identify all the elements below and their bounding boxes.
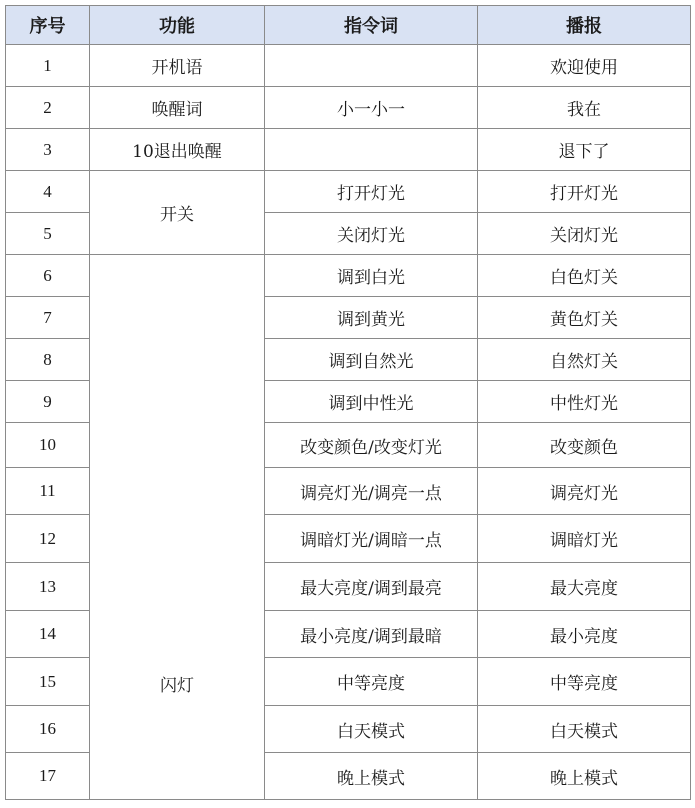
row-command [265, 45, 478, 87]
row-command: 调暗灯光/调暗一点 [265, 515, 478, 563]
row-command: 晚上模式 [265, 753, 478, 800]
row-command: 调到黄光 [265, 297, 478, 339]
row-response: 白色灯关 [478, 255, 691, 297]
row-response: 欢迎使用 [478, 45, 691, 87]
row-response: 我在 [478, 87, 691, 129]
row-response: 自然灯关 [478, 339, 691, 381]
voice-command-table [5, 5, 691, 800]
row-response: 中等亮度 [478, 658, 691, 706]
row-number: 12 [6, 515, 90, 563]
row-command: 调到白光 [265, 255, 478, 297]
table-row [6, 171, 691, 213]
header-row [6, 6, 691, 45]
row-command: 调到中性光 [265, 381, 478, 423]
row-function: 10退出唤醒 [90, 129, 265, 171]
header-command: 指令词 [265, 6, 478, 45]
table-row [6, 45, 691, 87]
row-number: 10 [6, 423, 90, 468]
row-command [265, 129, 478, 171]
row-command: 小一小一 [265, 87, 478, 129]
row-number: 15 [6, 658, 90, 706]
row-number: 11 [6, 468, 90, 515]
row-number: 16 [6, 706, 90, 753]
row-command: 调到自然光 [265, 339, 478, 381]
row-number: 7 [6, 297, 90, 339]
table-row [6, 87, 691, 129]
row-function: 唤醒词 [90, 87, 265, 129]
header-response: 播报 [478, 6, 691, 45]
row-response: 调暗灯光 [478, 515, 691, 563]
row-command: 调亮灯光/调亮一点 [265, 468, 478, 515]
row-function-merged: 闪灯 [90, 255, 265, 800]
row-command: 白天模式 [265, 706, 478, 753]
row-response: 改变颜色 [478, 423, 691, 468]
row-function: 开机语 [90, 45, 265, 87]
table-row [6, 255, 691, 297]
row-number: 2 [6, 87, 90, 129]
row-number: 4 [6, 171, 90, 213]
row-response: 中性灯光 [478, 381, 691, 423]
row-response: 白天模式 [478, 706, 691, 753]
row-number: 14 [6, 611, 90, 658]
row-command: 改变颜色/改变灯光 [265, 423, 478, 468]
row-number: 5 [6, 213, 90, 255]
header-number: 序号 [6, 6, 90, 45]
row-number: 13 [6, 563, 90, 611]
row-command: 最大亮度/调到最亮 [265, 563, 478, 611]
row-command: 最小亮度/调到最暗 [265, 611, 478, 658]
row-command: 打开灯光 [265, 171, 478, 213]
row-function-merged: 开关 [90, 171, 265, 255]
table-row [6, 129, 691, 171]
row-response: 晚上模式 [478, 753, 691, 800]
row-response: 黄色灯关 [478, 297, 691, 339]
row-number: 3 [6, 129, 90, 171]
row-number: 8 [6, 339, 90, 381]
row-command: 中等亮度 [265, 658, 478, 706]
row-number: 6 [6, 255, 90, 297]
row-number: 9 [6, 381, 90, 423]
row-number: 17 [6, 753, 90, 800]
row-number: 1 [6, 45, 90, 87]
row-command: 关闭灯光 [265, 213, 478, 255]
row-response: 打开灯光 [478, 171, 691, 213]
row-response: 关闭灯光 [478, 213, 691, 255]
row-response: 退下了 [478, 129, 691, 171]
row-response: 调亮灯光 [478, 468, 691, 515]
row-response: 最小亮度 [478, 611, 691, 658]
header-function: 功能 [90, 6, 265, 45]
row-response: 最大亮度 [478, 563, 691, 611]
